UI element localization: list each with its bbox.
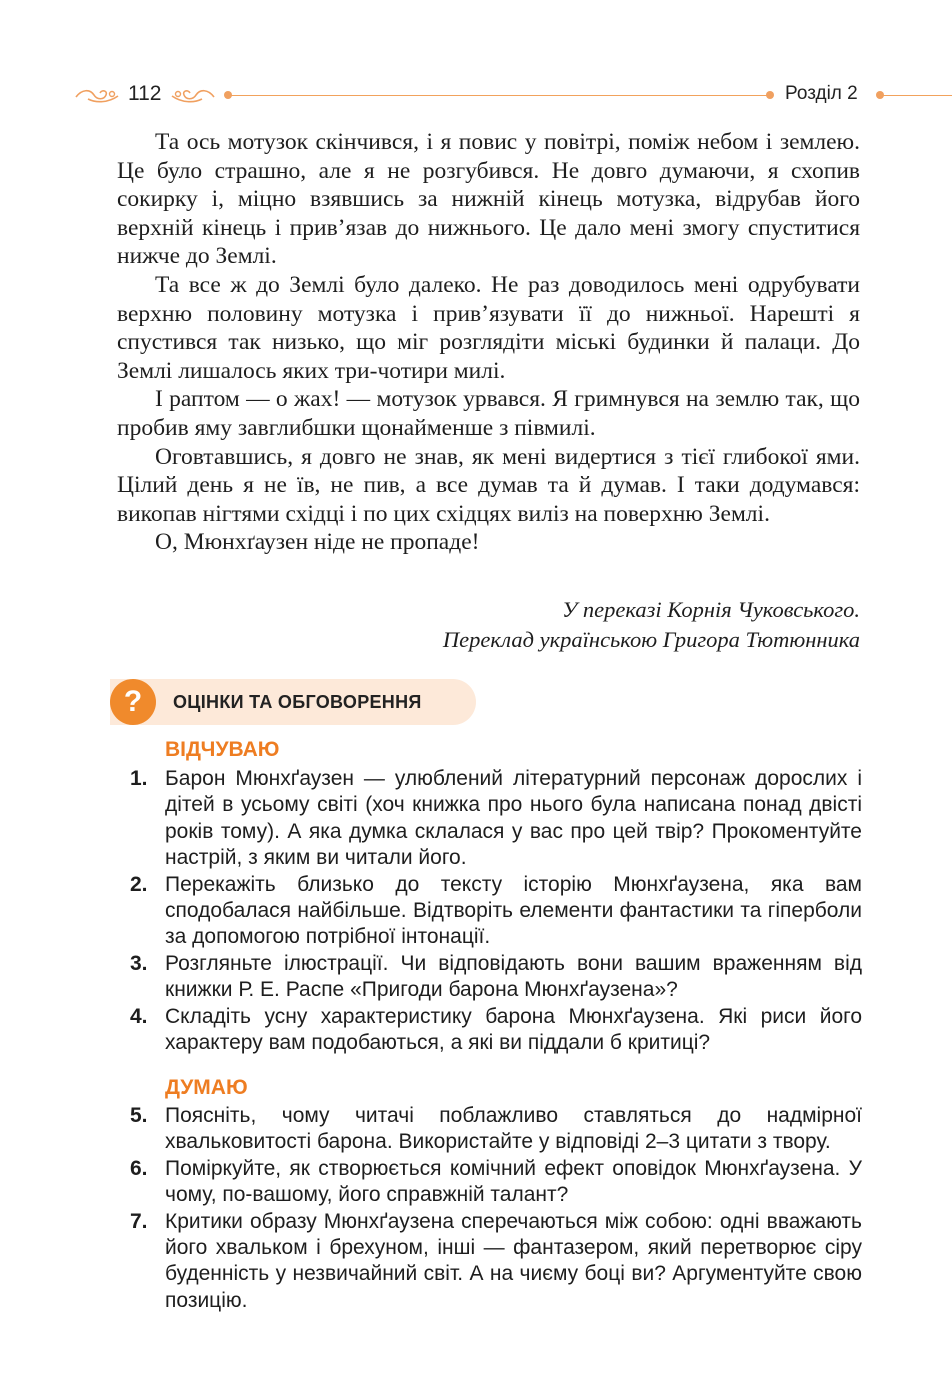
question-item [130, 1156, 862, 1209]
question-number: 6. [130, 1156, 148, 1180]
question-number: 1. [130, 767, 148, 790]
story-paragraph: І раптом — о жах! — мотузок урвався. Я гримнувся на землю так, що пробив яму завглибшки щонайменше з півмилі. [117, 386, 860, 441]
question-number: 4. [130, 1004, 148, 1028]
story-paragraph: Та все ж до Землі було далеко. Не раз доводилось мені одрубувати верхню половину мотузка і прив’язувати її до нижньої. Нарешті я спустився так низько, що міг розглядіти міські будинки й палаци. До Землі лишалось яких три-чотири милі. [117, 271, 860, 384]
feel-questions [130, 766, 862, 1056]
rule-dot [224, 91, 232, 99]
page-number: 112 [128, 82, 162, 105]
question-item [130, 766, 862, 872]
question-text: Поясніть, чому читачі поблажливо ставляться до надмірної хвальковитості барона. Використайте у відповіді 2–3 цитати з твору. [165, 1104, 862, 1154]
question-text: Розгляньте ілюстрації. Чи відповідають вони вашим враженням від книжки Р. Е. Распе «Пригоди барона Мюнхґаузена»? [165, 951, 862, 1002]
question-text: Поміркуйте, як створюється комічний ефект оповідок Мюнхґаузена. У чому, по-вашому, його справжній талант? [165, 1156, 862, 1207]
credit-translation: Переклад українською Григора Тютюнника [442, 627, 860, 652]
think-heading: ДУМАЮ [165, 1076, 248, 1099]
page-header [0, 80, 952, 112]
feel-heading: ВІДЧУВАЮ [165, 738, 280, 761]
story-paragraph: Та ось мотузок скінчився, і я повис у повітрі, поміж небом і землею. Це було страшно, але я не розгубився. Не довго думаючи, я схопив сокирку і, міцно взявшись за нижній кінець мотузка, відрубав його верхній кінець і прив’язав до нижнього. Це дало мені змогу спуститися нижче до Землі. [117, 129, 860, 270]
question-icon: ? [110, 679, 156, 725]
translation-credit [300, 595, 860, 655]
question-item [130, 1103, 862, 1156]
question-text: Складіть усну характеристику барона Мюнхґаузена. Які риси його характеру вам подобаються, а які ви піддали б критиці? [165, 1004, 862, 1055]
question-number: 7. [130, 1209, 148, 1233]
question-number: 3. [130, 951, 148, 975]
swirl-ornament-icon [170, 85, 216, 105]
question-item [130, 872, 862, 951]
credit-retelling: У переказі Корнія Чуковського. [562, 597, 860, 622]
question-item [130, 951, 862, 1004]
question-item [130, 1004, 862, 1057]
header-rule-left [228, 95, 768, 96]
rule-dot [766, 91, 774, 99]
think-questions [130, 1103, 862, 1314]
question-number: 2. [130, 872, 148, 896]
question-item [130, 1209, 862, 1315]
banner-title: ОЦІНКИ ТА ОБГОВОРЕННЯ [173, 692, 422, 712]
question-text: Перекажіть близько до тексту історію Мюнхґаузена, яка вам сподобалася найбільше. Відтворіть елементи фантастики та гіперболи за допомогою потрібної інтонації. [165, 872, 862, 949]
swirl-ornament-icon [74, 85, 120, 105]
story-paragraph: Оговтавшись, я довго не знав, як мені видертися з тієї глибокої ями. Цілий день я не їв, не пив, а все думав та й думав. І таки додумався: викопав нігтями східці і по цих східцях виліз на поверхню Землі. [117, 443, 860, 527]
question-text: Критики образу Мюнхґаузена сперечаються між собою: одні вважають його хвальком і брехуном, інші — фантазером, який перетворює сіру буденність у незвичайний світ. А на чиєму боці ви? Аргументуйте свою позицію. [165, 1209, 862, 1312]
question-number: 5. [130, 1104, 148, 1127]
story-paragraph: О, Мюнхґаузен ніде не пропаде! [155, 529, 480, 556]
section-label: Розділ 2 [785, 83, 858, 104]
story-text [117, 128, 860, 557]
header-rule-right [880, 95, 952, 96]
question-text: Барон Мюнхґаузен — улюблений літературний персонаж дорослих і дітей в усьому світі (хоч книжка про нього була написана понад двісті років тому). А яка думка склалася у вас про цей твір? Прокоментуйте настрій, з яким ви читали його. [165, 767, 862, 870]
